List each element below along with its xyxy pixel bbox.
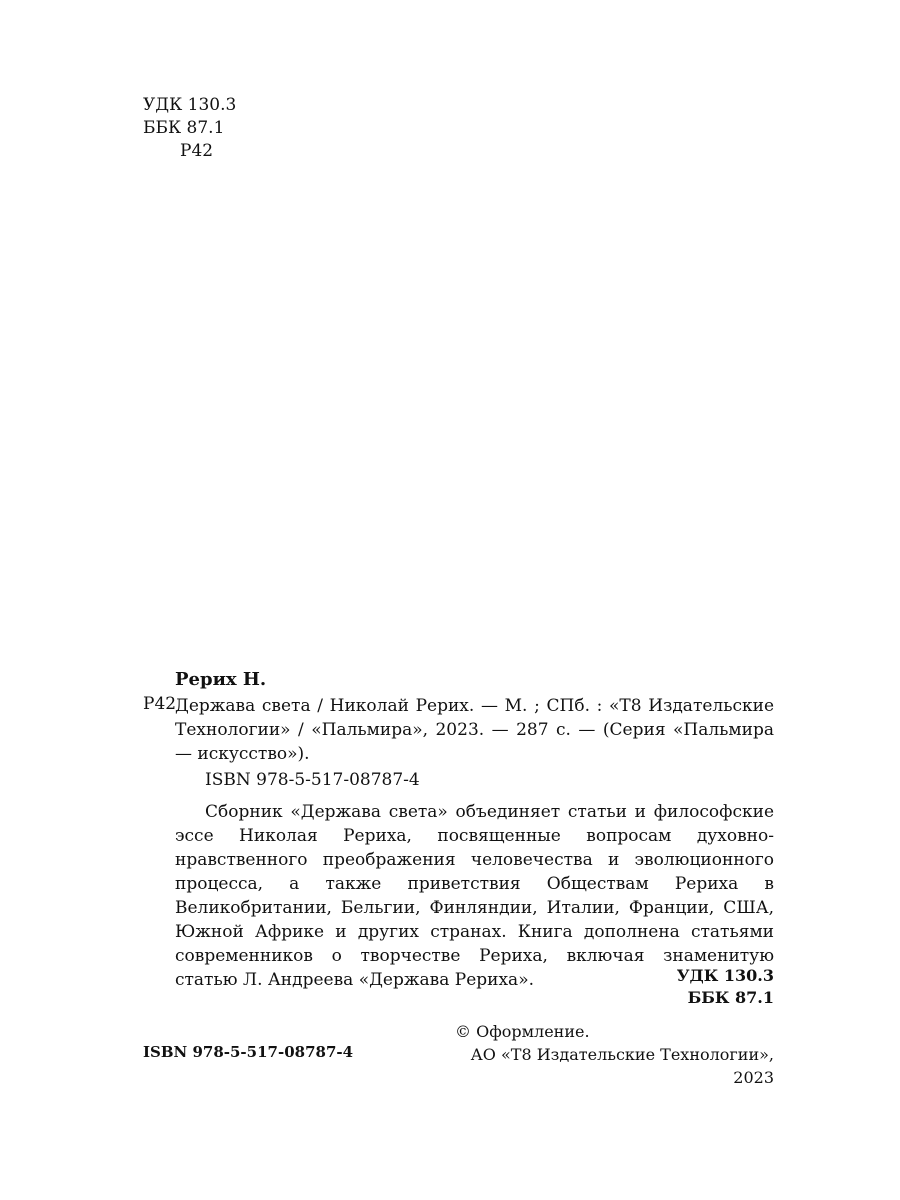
cutter-code: Р42 bbox=[180, 141, 214, 161]
entry-cutter-code: Р42 bbox=[143, 694, 177, 714]
isbn-footer: ISBN 978-5-517-08787-4 bbox=[143, 1043, 354, 1061]
copyright-line-2: АО «Т8 Издательские Технологии», 2023 bbox=[470, 1045, 774, 1087]
bibliographic-description: Держава света / Николай Рерих. — М. ; СПб. : «Т8 Издательские Технологии» / «Пальмира», 2023. — 287 с. — (Серия «Пальмира — искусство»). bbox=[175, 696, 774, 764]
bbk-code-bottom: ББК 87.1 bbox=[687, 988, 774, 1007]
copyright-notice bbox=[440, 1020, 774, 1089]
udk-code-bottom: УДК 130.3 bbox=[676, 966, 774, 985]
annotation-paragraph: Сборник «Держава света» объединяет статьи и философские эссе Николая Рериха, посвященные вопросам духовно-нравственного преображения человечества и эволюционного процесса, а также приветствия Обществам Рериха в Великобритании, Бельгии, Финляндии, Италии, Франции, США, Южной Африке и других странах. Книга дополнена статьями современников о творчестве Рериха, включая знаменитую статью Л. Андреева «Держава Рериха». bbox=[175, 802, 774, 990]
isbn-line: ISBN 978-5-517-08787-4 bbox=[205, 770, 420, 790]
author-heading: Рерих Н. bbox=[175, 669, 267, 690]
classification-codes-top bbox=[143, 94, 236, 163]
bbk-code: ББК 87.1 bbox=[143, 118, 225, 138]
classification-codes-bottom bbox=[560, 965, 774, 1009]
copyright-line-1: © Оформление. bbox=[455, 1022, 590, 1041]
udk-code: УДК 130.3 bbox=[143, 95, 237, 115]
